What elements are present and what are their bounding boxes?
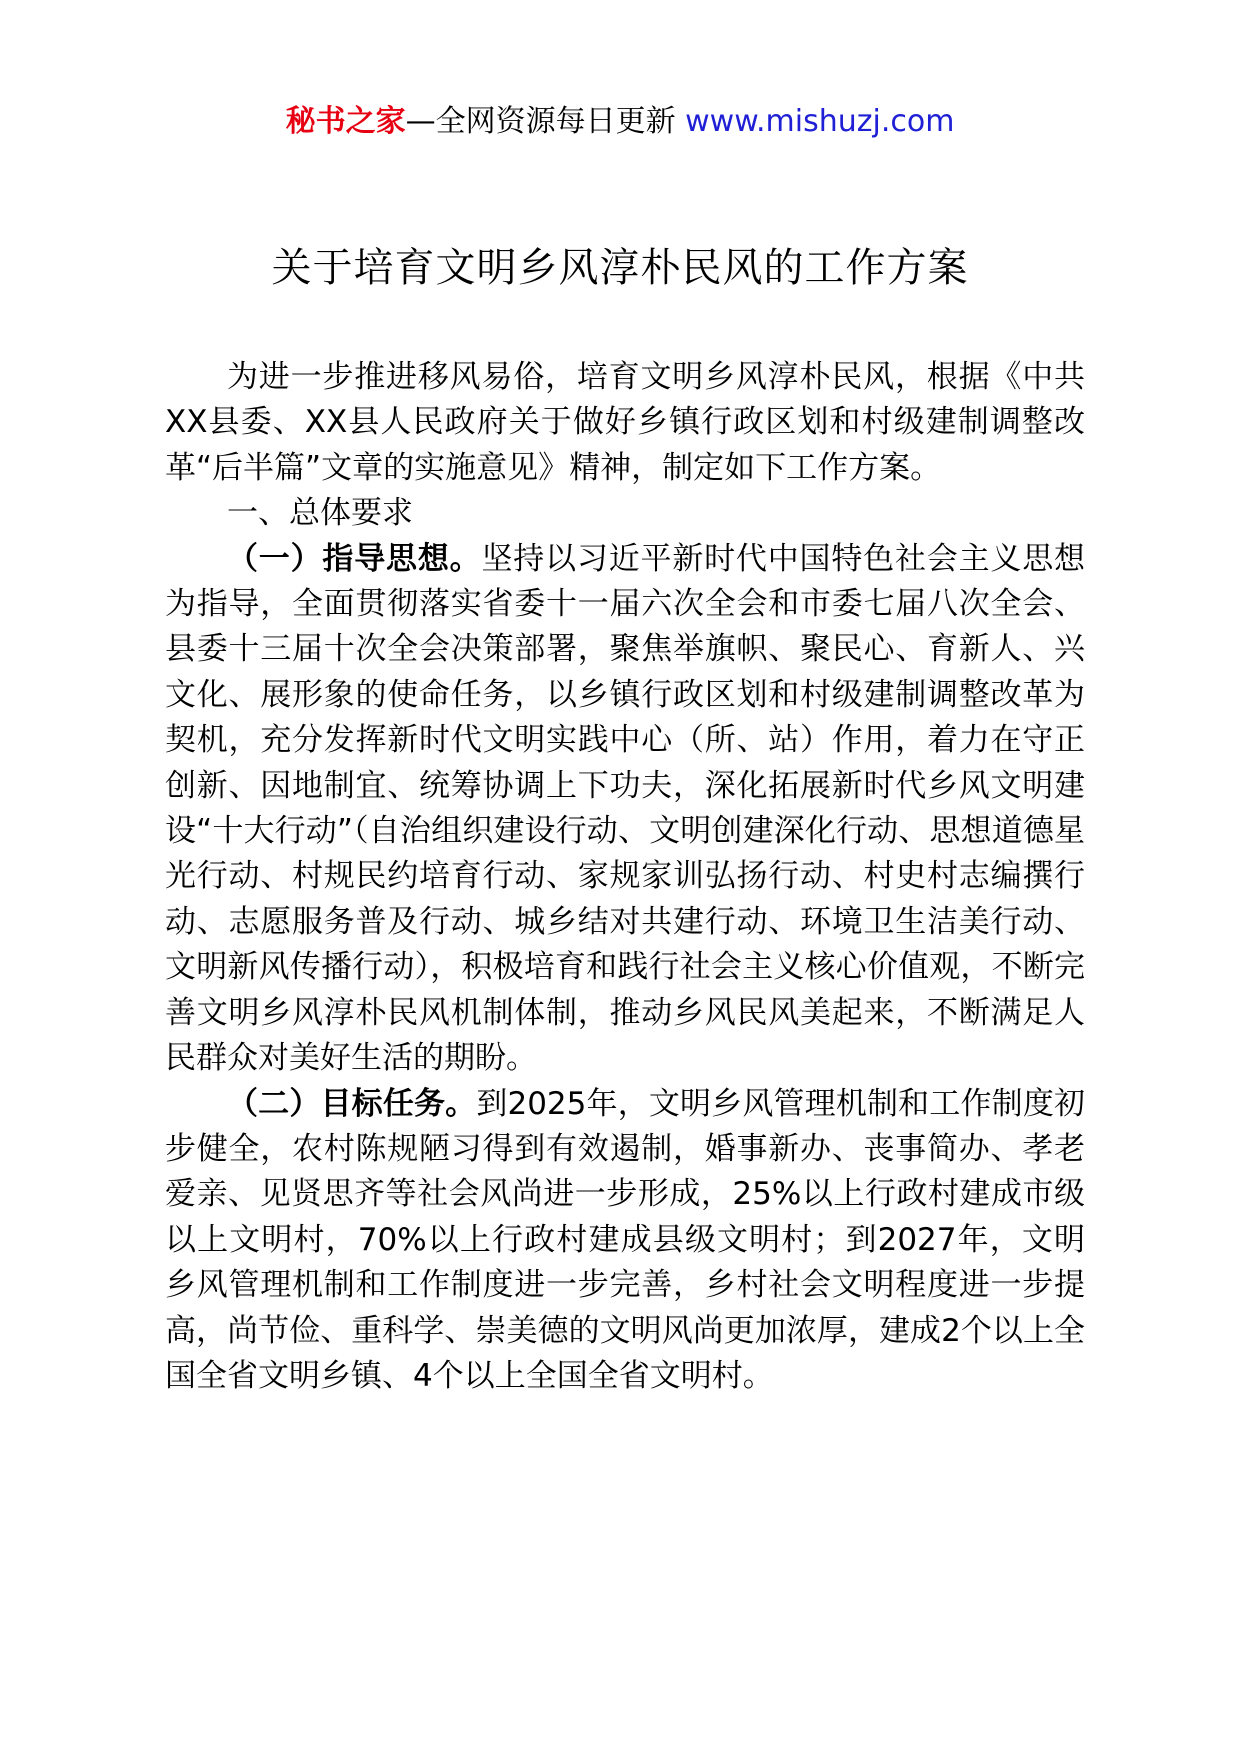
site-header xyxy=(0,100,1240,144)
paragraph-lead: （二）目标任务。 xyxy=(227,1085,477,1122)
section-heading: 一、总体要求 xyxy=(227,495,413,532)
site-url-link[interactable]: www.mishuzj.com xyxy=(685,104,955,139)
brand-name: 秘书之家 xyxy=(285,104,406,139)
header-slogan: —全网资源每日更新 xyxy=(405,104,686,139)
document-title: 关于培育文明乡风淳朴民风的工作方案 xyxy=(271,245,969,291)
paragraph-text: 到2025年，文明乡风管理机制和工作制度初步健全，农村陈规陋习得到有效遏制，婚事新办、丧事简办、孝老爱亲、见贤思齐等社会风尚进一步形成，25%以上行政村建成市级以上文明村，70%以上行政村建成县级文明村；到2027年，文明乡风管理机制和工作制度进一步完善，乡村社会文明程度进一步提高，尚节俭、重科学、崇美德的文明风尚更加浓厚，建成2个以上全国全省文明乡镇、4个以上全国全省文明村。 xyxy=(165,1085,1085,1394)
paragraph-lead: （一）指导思想。 xyxy=(227,540,482,577)
intro-paragraph: 为进一步推进移风易俗，培育文明乡风淳朴民风，根据《中共XX县委、XX县人民政府关于做好乡镇行政区划和村级建制调整改革“后半篇”文章的实施意见》精神，制定如下工作方案。 xyxy=(165,359,1085,486)
document-body xyxy=(165,355,1085,1399)
target-task-paragraph xyxy=(165,1082,1085,1400)
paragraph-text: 坚持以习近平新时代中国特色社会主义思想为指导，全面贯彻落实省委十一届六次全会和市委七届八次全会、县委十三届十次全会决策部署，聚焦举旗帜、聚民心、育新人、兴文化、展形象的使命任务，以乡镇行政区划和村级建制调整改革为契机，充分发挥新时代文明实践中心（所、站）作用，着力在守正创新、因地制宜、统筹协调上下功夫，深化拓展新时代乡风文明建设“十大行动”（自治组织建设行动、文明创建深化行动、思想道德星光行动、村规民约培育行动、家规家训弘扬行动、村史村志编撰行动、志愿服务普及行动、城乡结对共建行动、环境卫生洁美行动、文明新风传播行动），积极培育和践行社会主义核心价值观，不断完善文明乡风淳朴民风机制体制，推动乡风民风美起来，不断满足人民群众对美好生活的期盼。 xyxy=(165,540,1086,1077)
guiding-thought-paragraph xyxy=(165,537,1085,1082)
